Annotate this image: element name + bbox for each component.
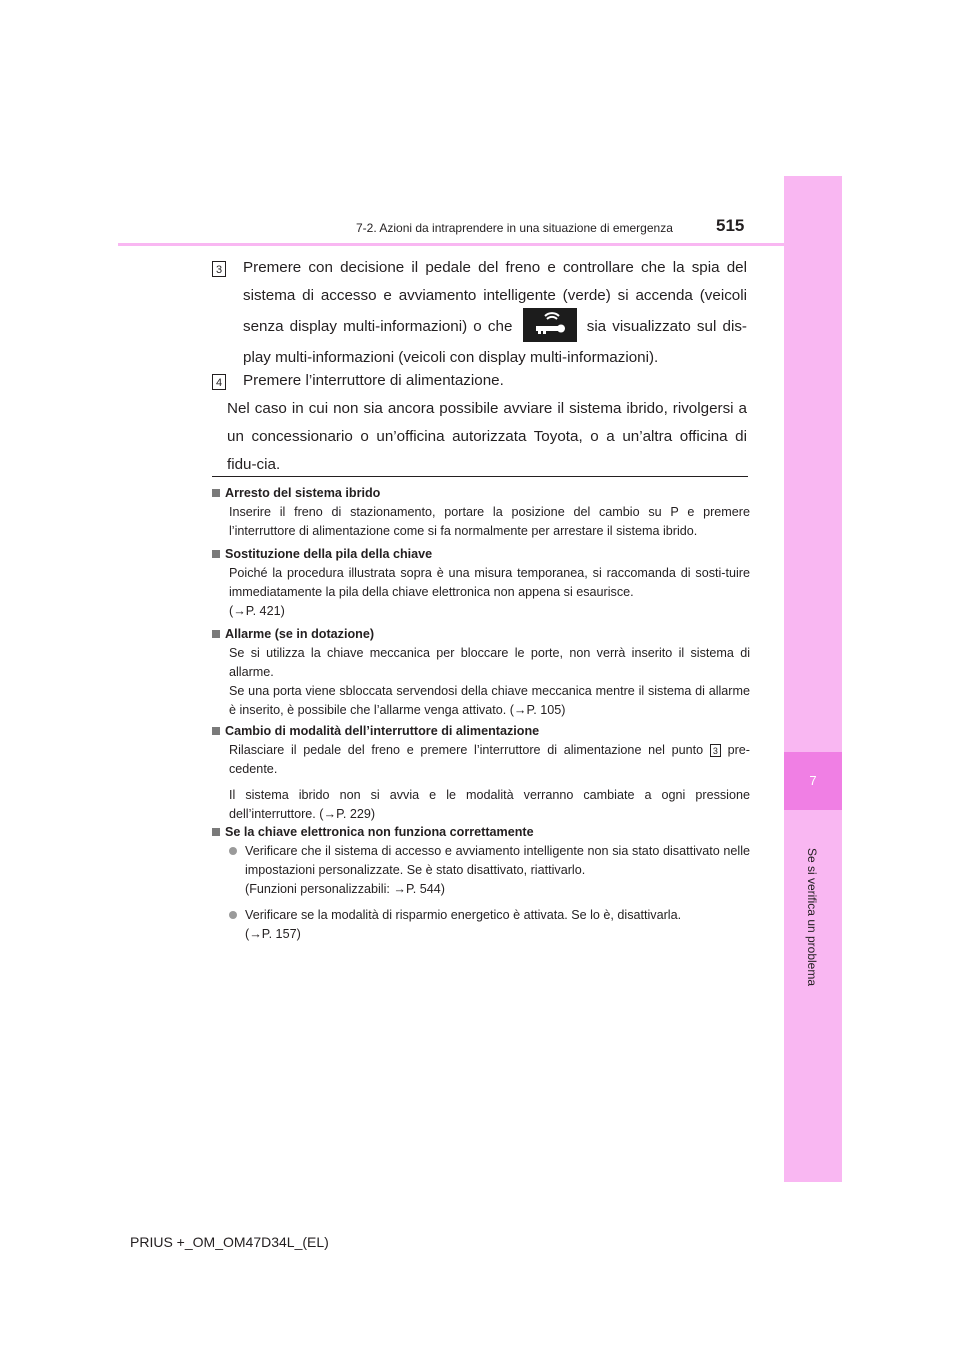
note-title	[212, 545, 750, 564]
note-title	[212, 625, 750, 644]
chapter-title-vertical	[782, 820, 842, 1020]
section-header: 7-2. Azioni da intraprendere in una situazione di emergenza	[356, 221, 673, 235]
square-bullet-icon	[212, 630, 220, 638]
step-badge: 3	[710, 744, 721, 757]
chapter-tab-band	[784, 176, 842, 1182]
document-code-footer: PRIUS +_OM_OM47D34L_(EL)	[130, 1234, 329, 1250]
bullet-text: Verificare se la modalità di risparmio energetico è attivata. Se lo è, disattivarla.	[245, 908, 682, 922]
note-allarme	[212, 625, 750, 720]
note-title-text: Se la chiave elettronica non funziona correttamente	[225, 825, 534, 839]
note-body: Se una porta viene sbloccata servendosi della chiave meccanica mentre il sistema di allarme è inserito, è possibile che l’allarme venga attivato. (→P. 105)	[229, 684, 750, 717]
note-chiave-elettronica	[212, 823, 750, 944]
square-bullet-icon	[212, 489, 220, 497]
note-title-text: Allarme (se in dotazione)	[225, 627, 375, 641]
note-body-a: Rilasciare il pedale del freno e premere l’interruttore di alimentazione nel punto	[229, 743, 704, 757]
bullet-item	[212, 906, 750, 944]
bullet-text: Verificare che il sistema di accesso e avviamento intelligente non sia stato disattivato nelle impostazioni personalizzate. Se è stato disattivato, riattivarlo.	[245, 844, 750, 877]
bullet-item	[212, 842, 750, 899]
bullet-content	[241, 842, 750, 899]
header-rule	[118, 243, 842, 246]
note-title	[212, 722, 750, 741]
note-title	[212, 484, 750, 503]
note-pila	[212, 545, 750, 621]
round-bullet-icon	[229, 911, 237, 919]
note-body: Il sistema ibrido non si avvia e le modalità verranno cambiate a ogni pressione dell’interruttore. (→P. 229)	[229, 788, 750, 821]
square-bullet-icon	[212, 727, 220, 735]
note-arresto	[212, 484, 750, 541]
square-bullet-icon	[212, 550, 220, 558]
step-3-text	[243, 254, 747, 372]
step-badge: 3	[212, 261, 226, 277]
page-reference: (→P. 157)	[245, 927, 301, 941]
note-body: Poiché la procedura illustrata sopra è una misura temporanea, si raccomanda di sosti-tuire immediatamente la pila della chiave elettronica non appena si esaurisce.	[229, 566, 750, 599]
note-body-b: pre-cedente.	[229, 743, 751, 776]
page-number: 515	[716, 216, 745, 235]
round-bullet-icon	[229, 847, 237, 855]
chapter-number-tab: 7	[784, 752, 842, 810]
step-4-badge	[212, 373, 226, 391]
note-title-text: Cambio di modalità dell’interruttore di alimentazione	[225, 724, 540, 738]
note-title-text: Sostituzione della pila della chiave	[225, 547, 433, 561]
step-3-text-a: Premere con decisione il pedale del freno e controllare che la spia del sistema di accesso e avviamento intelligente (verde) si accenda (veicoli senza display multi-informazioni) o che	[243, 259, 747, 336]
note-body	[212, 741, 750, 779]
note-body: Se si utilizza la chiave meccanica per bloccare le porte, non verrà inserito il sistema di allarme.	[229, 646, 750, 679]
section-divider	[212, 476, 748, 477]
closing-paragraph: Nel caso in cui non sia ancora possibile avviare il sistema ibrido, rivolgersi a un concessionario o un’officina autorizzata Toyota, o a un’altra officina di fidu-cia.	[227, 400, 747, 473]
step-3-text-b: sia visualizzato sul dis-play multi-informazioni (veicoli con display multi-informazioni).	[243, 318, 747, 366]
page-reference: (Funzioni personalizzabili: →P. 544)	[245, 882, 445, 896]
note-body: Inserire il freno di stazionamento, portare la posizione del cambio su P e premere l’interruttore di alimentazione come si fa normalmente per arrestare il sistema ibrido.	[229, 505, 750, 538]
smart-key-indicator-icon	[523, 308, 577, 342]
chapter-title: Se si verifica un problema	[805, 847, 819, 987]
page-reference: (→P. 421)	[229, 604, 285, 618]
note-title	[212, 823, 750, 842]
square-bullet-icon	[212, 828, 220, 836]
step-badge: 4	[212, 374, 226, 390]
note-cambio-modalita	[212, 722, 750, 824]
bullet-content	[241, 906, 681, 944]
note-title-text: Arresto del sistema ibrido	[225, 486, 381, 500]
step-4-text: Premere l’interruttore di alimentazione.	[243, 372, 504, 389]
step-3-badge	[212, 260, 226, 278]
